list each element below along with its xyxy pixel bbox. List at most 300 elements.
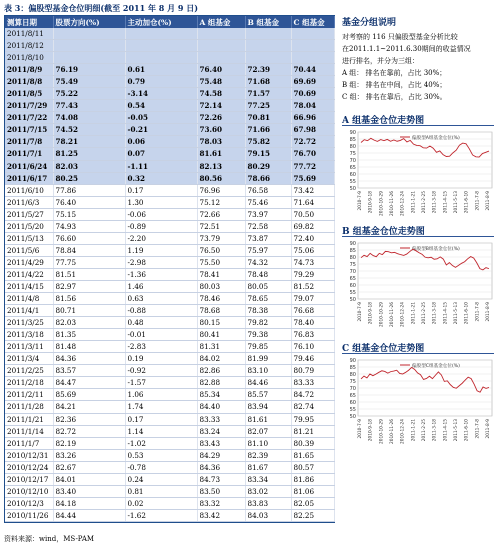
cell-stock: 84.01 (53, 473, 125, 485)
y-tick-label: 85 (349, 137, 356, 143)
y-tick-label: 70 (349, 269, 356, 275)
cell-b: 79.85 (245, 341, 291, 353)
cell-stock: 76.40 (53, 196, 125, 208)
table-row (5, 449, 334, 461)
cell-b: 81.10 (245, 437, 291, 449)
cell-b: 79.38 (245, 329, 291, 341)
cell-b: 83.34 (245, 473, 291, 485)
cell-c: 73.42 (291, 184, 334, 196)
cell-a: 75.12 (197, 196, 245, 208)
cell-active: -2.83 (125, 341, 197, 353)
cell-b: 71.57 (245, 88, 291, 100)
x-tick-label: 2011-7-8 (475, 302, 481, 322)
cell-b: 85.57 (245, 389, 291, 401)
cell-b: 72.39 (245, 64, 291, 76)
cell-c: 79.46 (291, 353, 334, 365)
cell-active: 0.81 (125, 485, 197, 497)
cell-stock: 82.72 (53, 425, 125, 437)
cell-date: 2011/3/11 (5, 341, 53, 353)
cell-stock: 76.19 (53, 64, 125, 76)
table-row (5, 437, 334, 449)
cell-active: -0.89 (125, 220, 197, 232)
cell-date: 2011/8/8 (5, 76, 53, 88)
position-table (4, 15, 335, 523)
col-header-active: 主动加仓(%) (125, 16, 197, 28)
cell-stock: 82.36 (53, 413, 125, 425)
chart-a (342, 113, 494, 232)
cell-date: 2011/4/15 (5, 280, 53, 292)
cell-active: 0.61 (125, 64, 197, 76)
x-tick-label: 2010-7-9 (358, 419, 363, 439)
x-tick-label: 2010-11-26 (390, 419, 395, 444)
x-tick-label: 2010-11-26 (390, 191, 395, 216)
cell-c: 69.82 (291, 220, 334, 232)
cell-date: 2011/7/29 (5, 100, 53, 112)
cell-c: 81.52 (291, 280, 334, 292)
cell-date: 2011/3/4 (5, 353, 53, 365)
source-note: 资料来源：wind，MS-PAM (4, 535, 95, 543)
cell-active: 0.24 (125, 473, 197, 485)
cell-stock: 81.48 (53, 341, 125, 353)
cell-stock: 77.43 (53, 100, 125, 112)
cell-a: 82.88 (197, 377, 245, 389)
cell-b: 75.46 (245, 196, 291, 208)
cell-date: 2011/6/17 (5, 172, 53, 184)
cell-a: 84.29 (197, 449, 245, 461)
cell-b: 72.58 (245, 220, 291, 232)
explanation-line: 进行排名，并分为三组： (342, 57, 419, 65)
x-tick-label: 2011-4-15 (443, 419, 449, 442)
cell-date: 2011/2/11 (5, 389, 53, 401)
cell-stock: 82.19 (53, 437, 125, 449)
cell-date: 2011/4/29 (5, 256, 53, 268)
cell-a: 83.33 (197, 413, 245, 425)
cell-stock: 81.56 (53, 293, 125, 305)
cell-a: 72.51 (197, 220, 245, 232)
cell-b: 71.66 (245, 124, 291, 136)
cell-stock: 80.25 (53, 172, 125, 184)
cell-c: 76.83 (291, 329, 334, 341)
cell-b: 83.02 (245, 485, 291, 497)
chart-b-title: B 组基金仓位走势图 (342, 224, 494, 237)
cell-active: -1.36 (125, 268, 197, 280)
table-row (5, 401, 334, 413)
col-header-stock: 股票方向(%) (53, 16, 125, 28)
cell-a: 80.03 (197, 280, 245, 292)
explanation-line: B 组： 排名在中间，占比 40%； (342, 81, 447, 89)
chart-b (342, 224, 494, 343)
cell-a: 78.41 (197, 268, 245, 280)
cell-a: 82.86 (197, 365, 245, 377)
cell-c: 80.39 (291, 437, 334, 449)
cell-b (245, 28, 291, 40)
cell-a: 83.24 (197, 425, 245, 437)
table-row (5, 232, 334, 244)
cell-active: -1.62 (125, 509, 197, 521)
col-header-c: C 组基金 (291, 16, 334, 28)
cell-c: 81.21 (291, 425, 334, 437)
cell-a: 84.02 (197, 353, 245, 365)
table-row (5, 329, 334, 341)
cell-date: 2011/8/10 (5, 52, 53, 64)
table-row (5, 461, 334, 473)
cell-active: 1.14 (125, 425, 197, 437)
cell-b: 80.05 (245, 280, 291, 292)
cell-a: 80.15 (197, 317, 245, 329)
cell-a: 81.31 (197, 341, 245, 353)
cell-stock: 75.22 (53, 88, 125, 100)
cell-active: 0.17 (125, 184, 197, 196)
cell-date: 2011/5/13 (5, 232, 53, 244)
cell-date: 2011/2/25 (5, 365, 53, 377)
cell-b: 73.97 (245, 208, 291, 220)
cell-a: 73.79 (197, 232, 245, 244)
cell-a: 76.96 (197, 184, 245, 196)
table-row (5, 160, 334, 172)
table-row (5, 365, 334, 377)
cell-c: 70.69 (291, 88, 334, 100)
cell-a: 78.03 (197, 136, 245, 148)
cell-a: 73.60 (197, 124, 245, 136)
group-explanation (342, 15, 497, 103)
y-tick-label: 75 (349, 262, 356, 268)
cell-date: 2011/5/27 (5, 208, 53, 220)
table-row (5, 52, 334, 64)
cell-b: 81.61 (245, 413, 291, 425)
cell-a: 75.50 (197, 256, 245, 268)
table-row (5, 473, 334, 485)
cell-date: 2011/7/15 (5, 124, 53, 136)
cell-c: 79.29 (291, 268, 334, 280)
cell-b: 80.29 (245, 160, 291, 172)
cell-b: 82.39 (245, 449, 291, 461)
y-tick-label: 90 (349, 130, 356, 136)
cell-date: 2011/4/1 (5, 305, 53, 317)
cell-b (245, 40, 291, 52)
cell-c: 82.05 (291, 497, 334, 509)
y-tick-label: 85 (349, 248, 356, 254)
table-row (5, 485, 334, 497)
explanation-line: A 组： 排名在靠前，占比 30%； (342, 69, 447, 77)
cell-date: 2011/7/8 (5, 136, 53, 148)
table-row (5, 76, 334, 88)
table-header-row (5, 16, 334, 28)
cell-c: 76.10 (291, 341, 334, 353)
x-tick-label: 2010-10-29 (379, 419, 385, 444)
cell-b: 81.99 (245, 353, 291, 365)
cell-a (197, 28, 245, 40)
table-row (5, 341, 334, 353)
y-tick-label: 80 (349, 255, 356, 261)
cell-a: 80.56 (197, 172, 245, 184)
cell-b: 73.87 (245, 232, 291, 244)
caption-text: 偏股型基金仓位明细(截至 2011 年 8 月 9 日) (28, 3, 199, 13)
cell-a: 76.40 (197, 64, 245, 76)
y-tick-label: 60 (349, 400, 356, 406)
cell-a: 72.26 (197, 112, 245, 124)
cell-c (291, 52, 334, 64)
cell-b: 84.03 (245, 509, 291, 521)
x-tick-label: 2010-7-9 (358, 302, 363, 322)
cell-stock: 77.86 (53, 184, 125, 196)
cell-stock: 81.25 (53, 148, 125, 160)
col-header-b: B 组基金 (245, 16, 291, 28)
y-tick-label: 75 (349, 379, 356, 385)
cell-b: 75.82 (245, 136, 291, 148)
cell-stock: 82.97 (53, 280, 125, 292)
table-row (5, 509, 334, 521)
table-row (5, 377, 334, 389)
cell-active: -2.20 (125, 232, 197, 244)
y-tick-label: 80 (349, 372, 356, 378)
cell-a: 83.50 (197, 485, 245, 497)
cell-a: 83.42 (197, 509, 245, 521)
y-tick-label: 60 (349, 172, 356, 178)
cell-stock (53, 52, 125, 64)
cell-stock: 78.84 (53, 244, 125, 256)
y-tick-label: 65 (349, 165, 356, 171)
table-row (5, 293, 334, 305)
cell-date: 2011/4/22 (5, 268, 53, 280)
y-tick-label: 70 (349, 386, 356, 392)
table-caption (4, 3, 198, 14)
cell-b: 74.32 (245, 256, 291, 268)
table-row (5, 220, 334, 232)
cell-b: 79.82 (245, 317, 291, 329)
cell-a: 72.66 (197, 208, 245, 220)
y-tick-label: 75 (349, 151, 356, 157)
cell-active: -0.21 (125, 124, 197, 136)
cell-active: 0.53 (125, 449, 197, 461)
chart-c (342, 341, 494, 460)
cell-c: 80.79 (291, 365, 334, 377)
cell-stock: 81.35 (53, 329, 125, 341)
y-tick-label: 70 (349, 158, 356, 164)
cell-stock: 74.08 (53, 112, 125, 124)
cell-active: 0.48 (125, 317, 197, 329)
cell-date: 2011/6/3 (5, 196, 53, 208)
cell-active: -0.88 (125, 305, 197, 317)
legend-label: 偏股型A组基金仓位(%) (412, 136, 460, 141)
x-tick-label: 2011-1-21 (411, 302, 417, 325)
cell-date: 2011/1/7 (5, 437, 53, 449)
cell-c: 75.06 (291, 244, 334, 256)
table-row (5, 280, 334, 292)
y-tick-label: 50 (349, 414, 356, 420)
table-row (5, 88, 334, 100)
caption-label: 表 3： (4, 3, 29, 13)
explanation-line: C 组： 排名在靠后，占比 30%。 (342, 93, 447, 101)
cell-c (291, 40, 334, 52)
chart-c-title: C 组基金仓位走势图 (342, 341, 494, 354)
cell-stock: 75.49 (53, 76, 125, 88)
col-header-date: 测算日期 (5, 16, 53, 28)
x-tick-label: 2011-5-13 (454, 419, 459, 442)
cell-a: 78.46 (197, 293, 245, 305)
cell-b: 78.66 (245, 172, 291, 184)
y-tick-label: 50 (349, 186, 356, 192)
cell-stock: 83.40 (53, 485, 125, 497)
cell-stock: 84.36 (53, 353, 125, 365)
cell-c (291, 28, 334, 40)
cell-c: 74.73 (291, 256, 334, 268)
cell-active: -2.98 (125, 256, 197, 268)
cell-date: 2011/8/9 (5, 64, 53, 76)
legend-label: 偏股型B组基金仓位(%) (412, 247, 460, 252)
cell-stock: 78.21 (53, 136, 125, 148)
x-tick-label: 2010-9-18 (368, 419, 374, 442)
cell-stock: 77.75 (53, 256, 125, 268)
y-tick-label: 50 (349, 297, 356, 303)
cell-date: 2011/7/1 (5, 148, 53, 160)
cell-active: 1.46 (125, 280, 197, 292)
cell-c: 82.25 (291, 509, 334, 521)
cell-active: -0.05 (125, 112, 197, 124)
cell-c: 79.95 (291, 413, 334, 425)
cell-stock (53, 40, 125, 52)
x-tick-label: 2010-9-18 (368, 191, 374, 214)
cell-date: 2010/12/31 (5, 449, 53, 461)
cell-stock: 83.26 (53, 449, 125, 461)
table-row (5, 196, 334, 208)
cell-stock: 82.03 (53, 160, 125, 172)
cell-c: 66.96 (291, 112, 334, 124)
cell-stock: 74.93 (53, 220, 125, 232)
cell-c: 72.72 (291, 136, 334, 148)
x-tick-label: 2011-8-9 (486, 191, 491, 211)
cell-stock: 81.51 (53, 268, 125, 280)
table-row (5, 317, 334, 329)
x-tick-label: 2011-8-9 (486, 302, 491, 322)
chart-a-plot (342, 128, 494, 228)
cell-a: 74.58 (197, 88, 245, 100)
cell-date: 2011/5/20 (5, 220, 53, 232)
cell-stock: 84.18 (53, 497, 125, 509)
x-tick-label: 2011-1-21 (411, 419, 417, 442)
table-row (5, 100, 334, 112)
cell-date: 2010/12/3 (5, 497, 53, 509)
cell-active: 1.74 (125, 401, 197, 413)
x-tick-label: 2011-3-18 (432, 191, 438, 214)
table-row (5, 244, 334, 256)
cell-active (125, 40, 197, 52)
table-row (5, 40, 334, 52)
cell-a: 85.34 (197, 389, 245, 401)
cell-date: 2010/12/24 (5, 461, 53, 473)
cell-date: 2011/1/28 (5, 401, 53, 413)
cell-c: 77.72 (291, 160, 334, 172)
cell-a: 72.14 (197, 100, 245, 112)
table-row (5, 148, 334, 160)
cell-active: 0.07 (125, 148, 197, 160)
table-row (5, 208, 334, 220)
cell-date: 2011/3/25 (5, 317, 53, 329)
table-row (5, 184, 334, 196)
cell-active: 1.19 (125, 244, 197, 256)
cell-date: 2010/11/26 (5, 509, 53, 521)
cell-stock: 74.52 (53, 124, 125, 136)
table-row (5, 256, 334, 268)
cell-b: 71.68 (245, 76, 291, 88)
x-tick-label: 2011-5-13 (454, 191, 459, 214)
cell-date: 2011/4/8 (5, 293, 53, 305)
cell-b: 83.94 (245, 401, 291, 413)
cell-b (245, 52, 291, 64)
x-tick-label: 2010-9-18 (368, 302, 374, 325)
cell-date: 2011/6/10 (5, 184, 53, 196)
x-tick-label: 2010-12-24 (400, 302, 406, 327)
x-tick-label: 2011-8-9 (486, 419, 491, 439)
group-explanation-title: 基金分组说明 (342, 18, 397, 28)
cell-active (125, 52, 197, 64)
x-tick-label: 2010-10-29 (379, 191, 385, 216)
table-row (5, 136, 334, 148)
cell-b: 83.10 (245, 365, 291, 377)
table-row (5, 305, 334, 317)
cell-active: 0.79 (125, 76, 197, 88)
cell-stock: 76.60 (53, 232, 125, 244)
cell-a: 75.48 (197, 76, 245, 88)
cell-active: 0.32 (125, 172, 197, 184)
cell-date: 2011/5/6 (5, 244, 53, 256)
cell-b: 79.15 (245, 148, 291, 160)
cell-active: 0.06 (125, 136, 197, 148)
table-row (5, 389, 334, 401)
cell-active: -1.02 (125, 437, 197, 449)
cell-c: 82.74 (291, 401, 334, 413)
x-tick-label: 2011-6-10 (464, 302, 470, 325)
cell-stock: 80.71 (53, 305, 125, 317)
table-row (5, 268, 334, 280)
x-tick-label: 2011-5-13 (454, 302, 459, 325)
cell-date: 2011/2/18 (5, 377, 53, 389)
cell-b: 84.46 (245, 377, 291, 389)
col-header-a: A 组基金 (197, 16, 245, 28)
y-tick-label: 85 (349, 365, 356, 371)
cell-stock: 82.03 (53, 317, 125, 329)
y-tick-label: 65 (349, 393, 356, 399)
cell-date: 2011/8/11 (5, 28, 53, 40)
x-tick-label: 2010-7-9 (358, 191, 363, 211)
explanation-line: 在2011.1.1~2011.6.30期间的收益情况 (342, 45, 471, 53)
x-tick-label: 2011-7-8 (475, 419, 481, 439)
cell-b: 83.83 (245, 497, 291, 509)
table-row (5, 413, 334, 425)
cell-date: 2011/1/21 (5, 413, 53, 425)
cell-c: 79.07 (291, 293, 334, 305)
cell-a: 82.13 (197, 160, 245, 172)
cell-stock: 84.47 (53, 377, 125, 389)
cell-date: 2010/12/17 (5, 473, 53, 485)
table-row (5, 64, 334, 76)
cell-date: 2010/12/10 (5, 485, 53, 497)
cell-b: 75.97 (245, 244, 291, 256)
cell-c: 78.40 (291, 317, 334, 329)
x-tick-label: 2011-2-25 (422, 191, 427, 214)
table-row (5, 497, 334, 509)
cell-stock (53, 28, 125, 40)
cell-a: 81.61 (197, 148, 245, 160)
x-tick-label: 2011-4-15 (443, 302, 449, 325)
cell-c: 78.04 (291, 100, 334, 112)
table-row (5, 124, 334, 136)
x-tick-label: 2011-4-15 (443, 191, 449, 214)
cell-active: -1.11 (125, 160, 197, 172)
table-row (5, 28, 334, 40)
y-tick-label: 60 (349, 283, 356, 289)
x-tick-label: 2010-10-29 (379, 302, 385, 327)
x-tick-label: 2011-2-25 (422, 419, 427, 442)
